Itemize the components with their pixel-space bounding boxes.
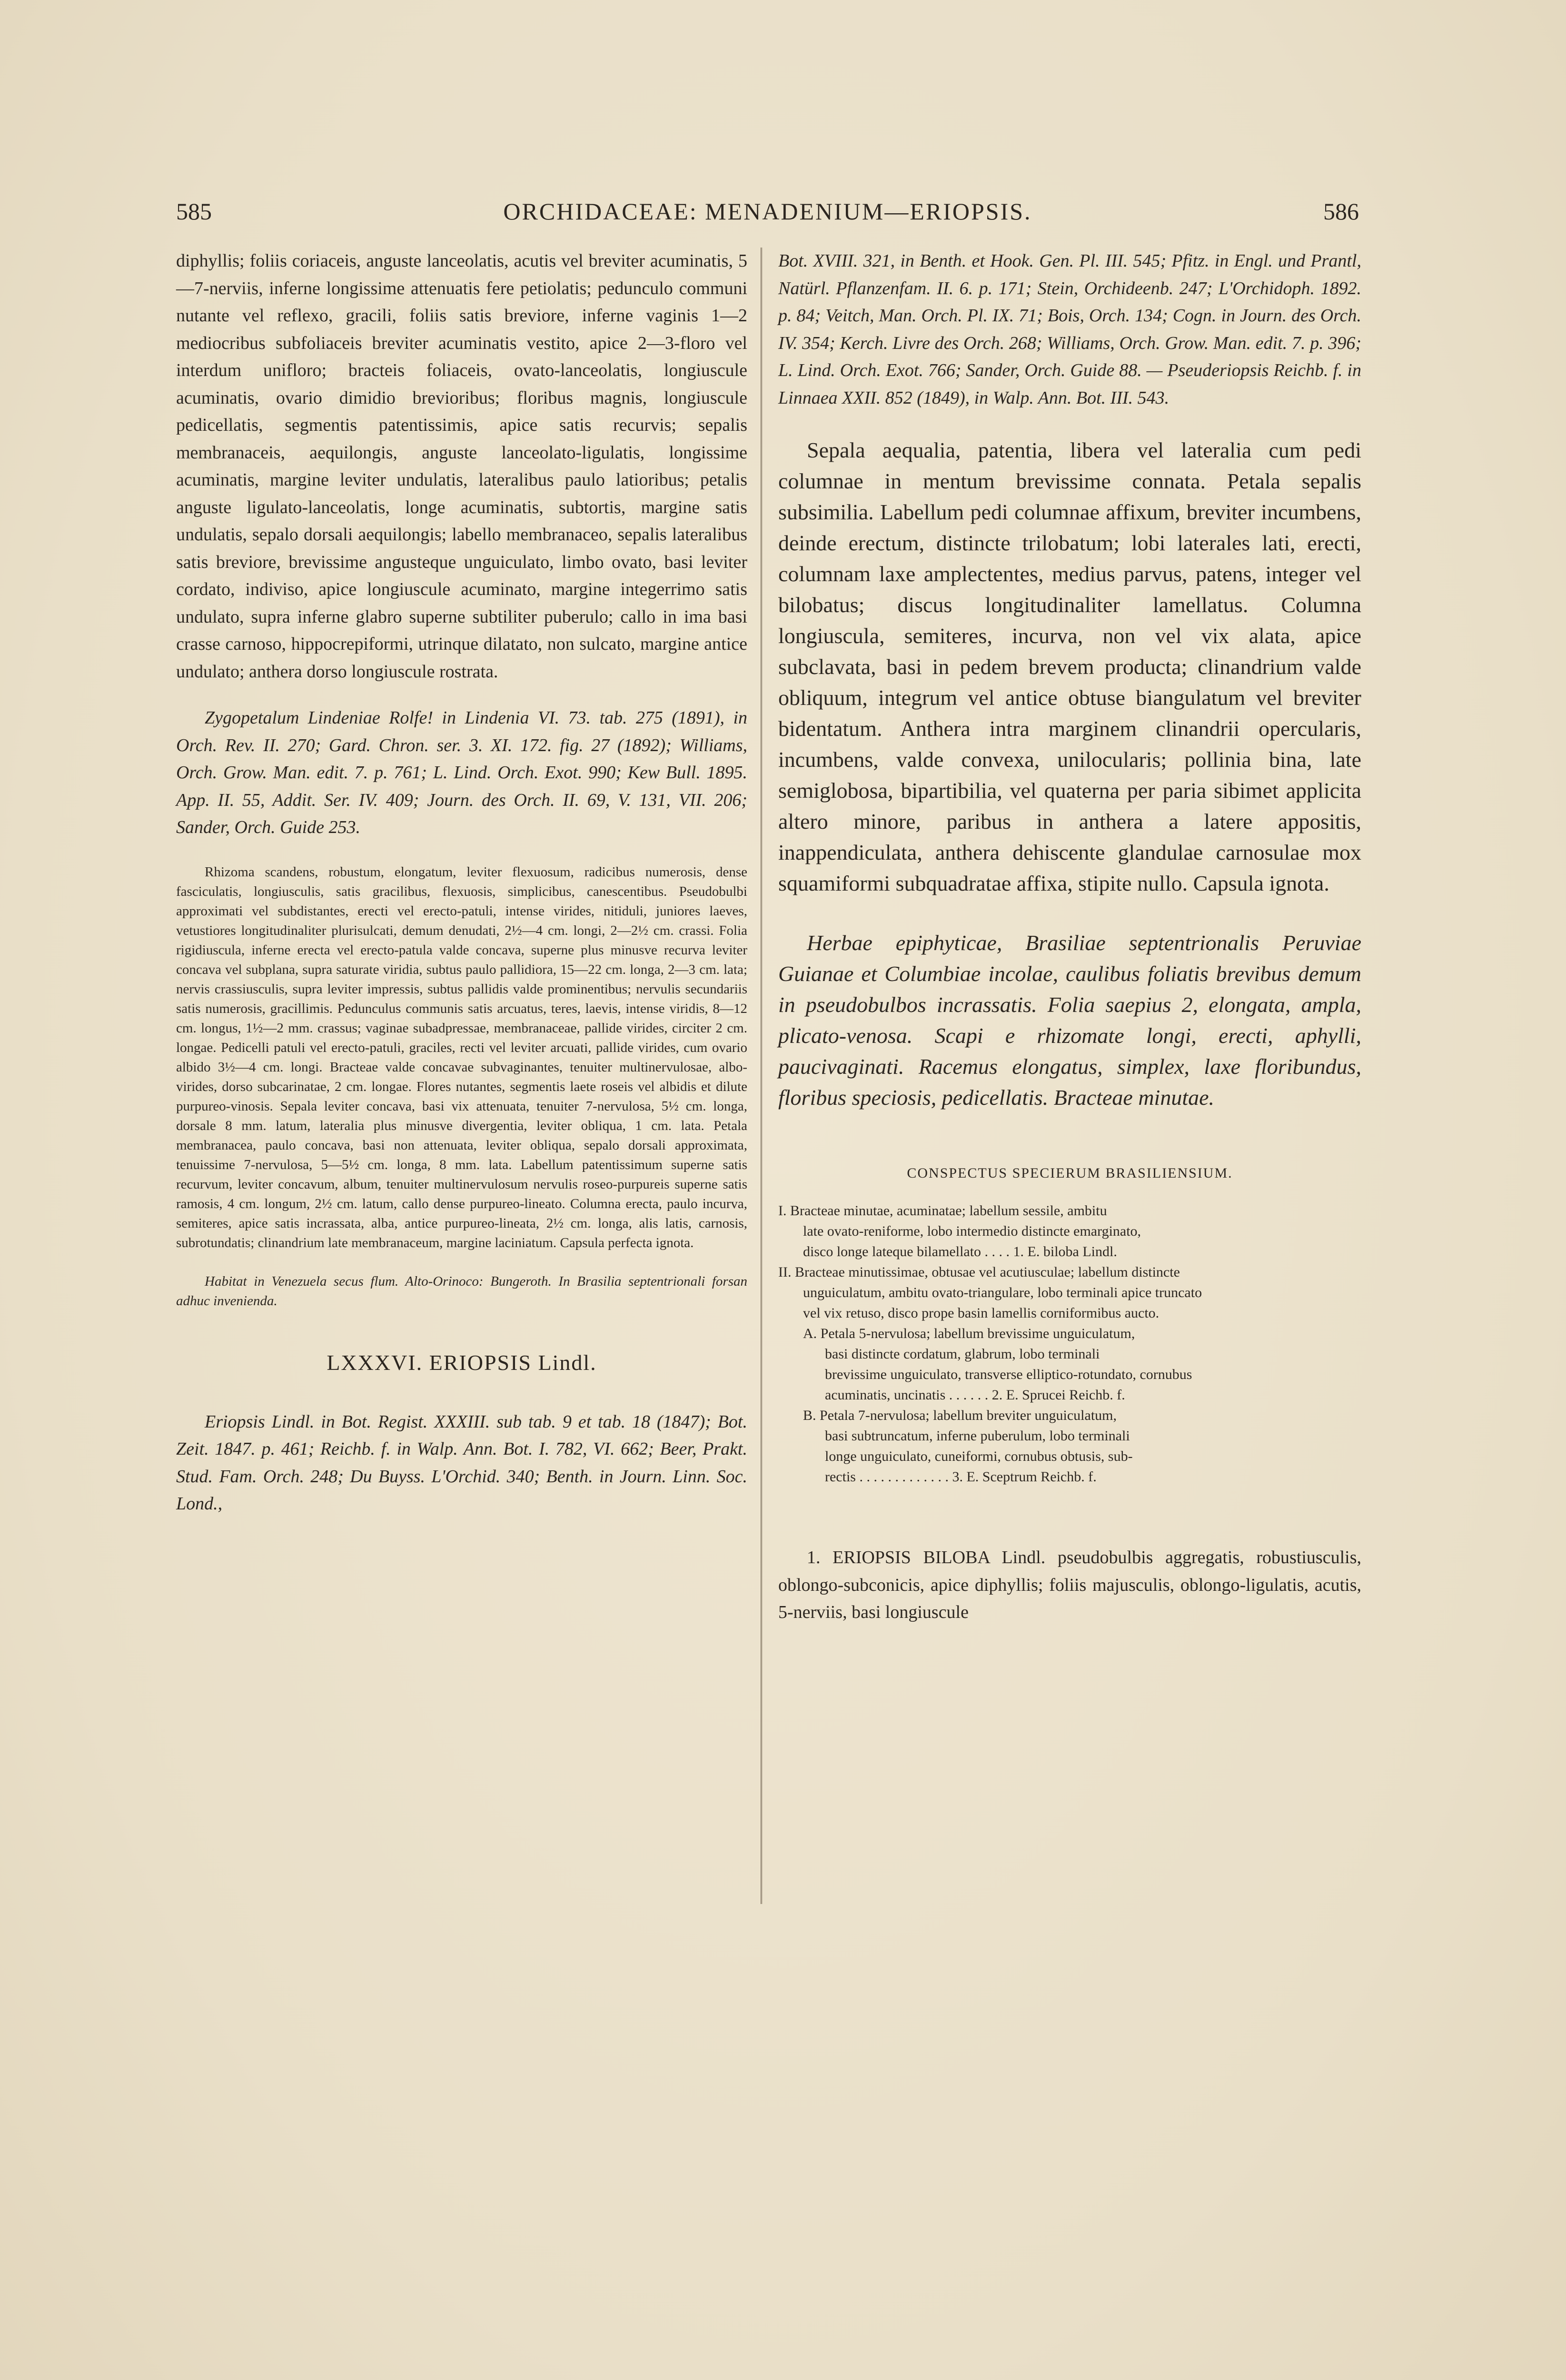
running-title: ORCHIDACEAE: MENADENIUM—ERIOPSIS. bbox=[503, 198, 1032, 225]
key-line: unguiculatum, ambitu ovato-triangulare, lobo terminali apice truncato bbox=[803, 1285, 1202, 1300]
key-line: acuminatis, uncinatis . . . . . . 2. E. Sprucei Reichb. f. bbox=[825, 1387, 1125, 1403]
species-entry: 1. ERIOPSIS BILOBA Lindl. pseudobulbis aggregatis, robustiusculis, oblongo-subconicis, apice diphyllis; foliis majusculis, oblongo-ligulatis, acutis, 5-nerviis, basi longiuscule bbox=[778, 1547, 1361, 1622]
synonymy-references: Zygopetalum Lindeniae Rolfe! in Lindenia VI. 73. tab. 275 (1891), in Orch. Rev. II. 270; Gard. Chron. ser. 3. XI. 172. fig. 27 (1892); Williams, Orch. Grow. Man. edit. 7. p. 761; L. Lind. Orch. Exot. 990; Kew Bull. 1895. App. II. 55, Addit. Ser. IV. 409; Journ. des Orch. II. 69, V. 131, VII. 206; Sander, Orch. Guide 253. bbox=[176, 708, 747, 837]
key-line: disco longe lateque bilamellato . . . . 1. E. biloba Lindl. bbox=[803, 1244, 1117, 1259]
species-key bbox=[778, 1200, 1361, 1487]
key-line: A. Petala 5-nervulosa; labellum brevissime unguiculatum, bbox=[803, 1326, 1135, 1341]
page-number-left: 585 bbox=[176, 198, 212, 225]
genus-references-continued: Bot. XVIII. 321, in Benth. et Hook. Gen. Pl. III. 545; Pfitz. in Engl. und Prantl, Natürl. Pflanzenfam. II. 6. p. 171; Stein, Orchideenb. 247; L'Orchidoph. 1892. p. 84; Veitch, Man. Orch. Pl. IX. 71; Bois, Orch. 134; Cogn. in Journ. des Orch. IV. 354; Kerch. Livre des Orch. 268; Williams, Orch. Grow. Man. edit. 7. p. 396; L. Lind. Orch. Exot. 766; Sander, Orch. Guide 88. — Pseuderiopsis Reichb. f. in Linnaea XXII. 852 (1849), in Walp. Ann. Bot. III. 543. bbox=[778, 251, 1361, 408]
key-line: I. Bracteae minutae, acuminatae; labellum sessile, ambitu bbox=[778, 1203, 1107, 1219]
left-column bbox=[176, 248, 747, 1518]
habitat-note: Habitat in Venezuela secus flum. Alto-Orinoco: Bungeroth. In Brasilia septentrionali forsan adhuc invenienda. bbox=[176, 1273, 747, 1309]
page-number-right: 586 bbox=[1323, 198, 1359, 225]
key-line: B. Petala 7-nervulosa; labellum breviter unguiculatum, bbox=[803, 1408, 1117, 1423]
key-line: vel vix retuso, disco prope basin lamellis corniformibus aucto. bbox=[803, 1305, 1160, 1321]
page-header bbox=[176, 198, 1359, 231]
key-line: longe unguiculato, cuneiformi, cornubus obtusis, sub- bbox=[825, 1448, 1133, 1464]
detailed-description: Rhizoma scandens, robustum, elongatum, leviter flexuosum, radicibus numerosis, dense fasciculatis, longiusculis, satis gracilibus, flexuosis, simplicibus, canescentibus. Pseudobulbi approximati vel subdistantes, erecti vel erecto-patuli, intense virides, nitiduli, juniores laeves, vetustiores longitudinaliter plurisulcati, demum denudati, 2½—4 cm. longi, 2—2½ cm. crassi. Folia rigidiuscula, inferne erecta vel erecto-patula valde concava, superne plus minusve recurva leviter concava vel subplana, supra saturate viridia, subtus paulo pallidiora, 15—22 cm. longa, 2—3 cm. lata; nervis crassiusculis, supra leviter impressis, subtus pallidis valde prominentibus; nervulis secundariis satis numerosis, gracillimis. Pedunculus communis satis arcuatus, teres, laevis, intense viridis, 8—12 cm. longus, 1½—2 mm. crassus; vaginae subadpressae, membranaceae, pallide virides, circiter 2 cm. longae. Pedicelli patuli vel erecto-patuli, graciles, recti vel leviter arcuati, pallide virides, cum ovario albido 3½—4 cm. longi. Bracteae valde concavae subvaginantes, tenuiter multinervulosae, albo-virides, dorso subcarinatae, 2 cm. longae. Flores nutantes, segmentis laete roseis vel albidis et dilute purpureo-vinosis. Sepala leviter concava, basi vix attenuata, tenuiter 7-nervulosa, 5½ cm. longa, dorsale 8 mm. latum, lateralia plus minusve divergentia, leviter obliqua, 1 cm. lata. Petala membranacea, paulo concava, basi non attenuata, leviter obliqua, sepalo dorsali approximata, tenuissime 7-nervulosa, 5—5½ cm. longa, 8 mm. lata. Labellum patentissimum superne satis recurvum, leviter concavum, album, tenuiter multinervulosum nervulis roseo-purpureis superne satis ramosis, 4 cm. longum, 2½ cm. latum, callo dense purpureo-lineato. Columna erecta, paulo incurva, semiteres, apice satis incrassata, alba, antice purpureo-lineata, 2½ cm. longa, alis latis, carnosis, subrotundatis; clinandrium late membranaceum, margine laciniatum. Capsula perfecta ignota. bbox=[176, 864, 747, 1250]
right-column bbox=[778, 248, 1361, 1626]
conspectus-title: CONSPECTUS SPECIERUM BRASILIENSIUM. bbox=[907, 1165, 1233, 1181]
key-line: brevissime unguiculato, transverse elliptico-rotundato, cornubus bbox=[825, 1367, 1192, 1382]
genus-heading: LXXXVI. ERIOPSIS Lindl. bbox=[327, 1350, 597, 1375]
genus-habit: Herbae epiphyticae, Brasiliae septentrionalis Peruviae Guianae et Columbiae incolae, caulibus foliatis brevibus demum in pseudobulbos incrassatis. Folia saepius 2, elongata, ampla, plicato-venosa. Scapi e rhizomate longi, erecti, aphylli, paucivaginati. Racemus elongatus, simplex, laxe floribundus, floribus speciosis, pedicellatis. Bracteae minutae. bbox=[778, 931, 1361, 1110]
genus-references: Eriopsis Lindl. in Bot. Regist. XXXIII. sub tab. 9 et tab. 18 (1847); Bot. Zeit. 1847. p. 461; Reichb. f. in Walp. Ann. Bot. I. 782, VI. 662; Beer, Prakt. Stud. Fam. Orch. 248; Du Buyss. L'Orchid. 340; Benth. in Journ. Linn. Soc. Lond., bbox=[176, 1411, 747, 1514]
key-line: late ovato-reniforme, lobo intermedio distincte emarginato, bbox=[803, 1223, 1141, 1239]
key-line: II. Bracteae minutissimae, obtusae vel acutiusculae; labellum distincte bbox=[778, 1264, 1180, 1280]
species-description: diphyllis; foliis coriaceis, anguste lanceolatis, acutis vel breviter acuminatis, 5—7-nerviis, inferne longissime attenuatis fere petiolatis; pedunculo communi nutante vel reflexo, gracili, foliis satis breviore, inferne vaginis 1—2 mediocribus subfoliaceis breviter acuminatis vestito, apice 2—3-floro vel interdum unifloro; bracteis foliaceis, ovato-lanceolatis, longiuscule acuminatis, ovario dimidio brevioribus; floribus magnis, longiuscule pedicellatis, segmentis patentissimis, apice satis recurvis; sepalis membranaceis, aequilongis, anguste lanceolato-ligulatis, longissime acuminatis, margine leviter undulatis, lateralibus paulo latioribus; petalis anguste ligulato-lanceolatis, longe acuminatis, subtortis, margine satis undulatis, sepalo dorsali aequilongis; labello membranaceo, sepalis lateralibus satis breviore, brevissime angusteque unguiculato, limbo ovato, basi leviter cordato, indiviso, apice longiuscule acuminato, margine integerrimo satis undulato, supra inferne glabro superne subtiliter puberulo; callo in ima basi crasse carnoso, hippocrepiformi, utrinque dilatato, non sulcato, margine antice undulato; anthera dorso longiuscule rostrata. bbox=[176, 251, 747, 682]
key-line: rectis . . . . . . . . . . . . . 3. E. Sceptrum Reichb. f. bbox=[825, 1469, 1097, 1485]
key-line: basi subtruncatum, inferne puberulum, lobo terminali bbox=[825, 1428, 1130, 1444]
genus-description: Sepala aequalia, patentia, libera vel lateralia cum pedi columnae in mentum brevissime connata. Petala sepalis subsimilia. Labellum pedi columnae affixum, breviter incumbens, deinde erectum, distincte trilobatum; lobi laterales lati, erecti, columnam laxe amplectentes, medius parvus, patens, integer vel bilobatus; discus longitudinaliter lamellatus. Columna longiuscula, semiteres, incurva, non vel vix alata, apice subclavata, basi in pedem brevem producta; clinandrium valde obliquum, integrum vel antice obtuse biangulatum vel breviter bidentatum. Anthera intra marginem clinandrii opercularis, incumbens, valde convexa, unilocularis; pollinia bina, late semiglobosa, bipartibilia, vel quaterna per paria sibimet applicita altero minore, paribus in anthera a latere appositis, inappendiculata, anthera dehiscente glandulae carnosulae mox squamiformi subquadratae affixa, stipite nullo. Capsula ignota. bbox=[778, 438, 1361, 895]
key-line: basi distincte cordatum, glabrum, lobo terminali bbox=[825, 1346, 1100, 1362]
column-divider bbox=[761, 248, 762, 1904]
